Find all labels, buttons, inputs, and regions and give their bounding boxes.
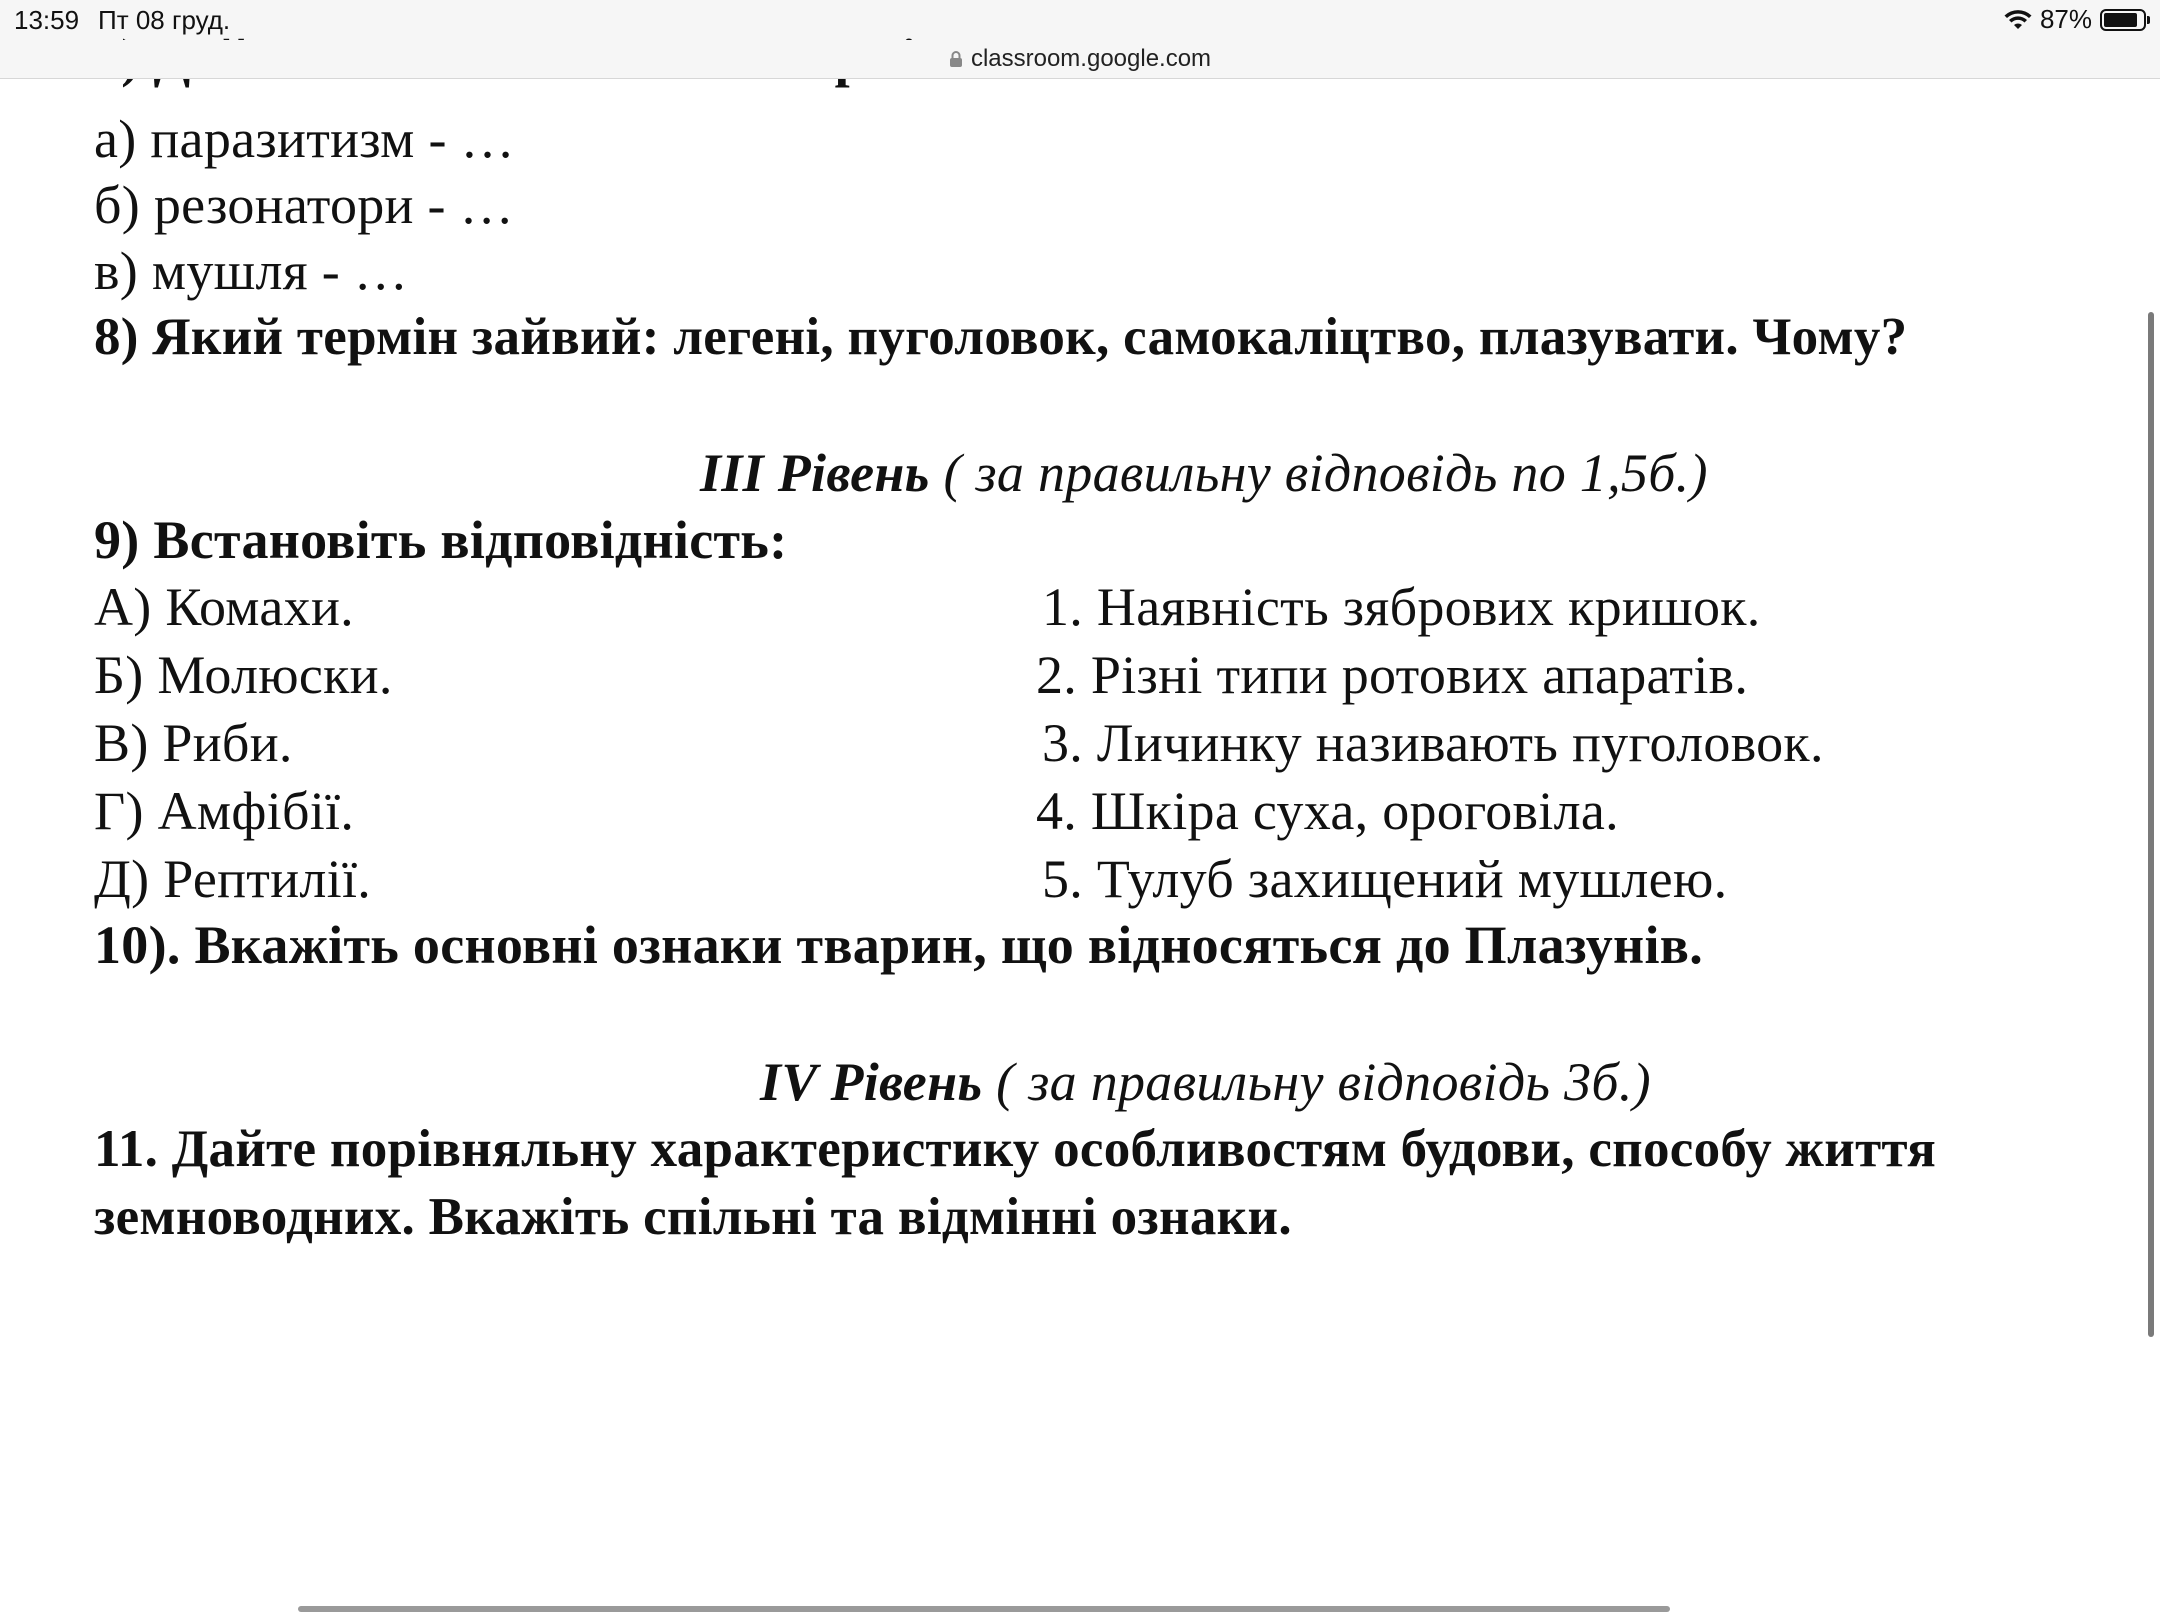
lock-icon [949,50,963,68]
status-date: Пт 08 груд. [98,5,231,35]
match-right-item: 5. Тулуб захищений мушлею. [1042,849,1728,909]
definition-item: в) мушля - … [94,241,409,301]
status-time: 13:59 [14,5,80,35]
question-10: 10). Вкажіть основні ознаки тварин, що відносяться до Плазунів. [94,915,1704,975]
match-right-item: 2. Різні типи ротових апаратів. [1036,645,1749,705]
question-8: 8) Який термін зайвий: легені, пуголовок, самокаліцтво, плазувати. Чому? [94,308,1908,366]
level-3-heading [700,441,1708,505]
question-9-title: 9) Встановіть відповідність: [94,510,788,570]
definition-item: а) паразитизм - … [94,109,515,169]
question-11-line-2: земноводних. Вкажіть спільні та відмінні ознаки. [94,1188,1292,1246]
address-bar[interactable] [0,40,2160,79]
match-right-item: 1. Наявність зябрових кришок. [1042,577,1761,637]
definition-item: б) резонатори - … [94,175,514,235]
level-3-label: ІІІ Рівень [700,443,930,503]
match-right-item: 4. Шкіра суха, ороговіла. [1036,781,1619,841]
match-left-item: Б) Молюски. [94,645,393,705]
level-4-heading [760,1050,1651,1114]
match-right-item: 3. Личинку називають пуголовок. [1042,713,1824,773]
match-left-item: Д) Рептилії. [94,849,372,909]
question-11-line-1: 11. Дайте порівняльну характеристику особливостям будови, способу життя [94,1120,1937,1178]
level-4-note: ( за правильну відповідь 3б.) [982,1052,1651,1112]
battery-percent: 87% [2039,4,2092,34]
match-left-item: Г) Амфібії. [94,781,355,841]
level-4-label: IV Рівень [760,1052,983,1112]
url-text[interactable]: classroom.google.com [970,45,1212,72]
match-left-item: В) Риби. [94,713,293,773]
level-3-note: ( за правильну відповідь по 1,5б.) [929,443,1708,503]
match-left-item: А) Комахи. [94,577,354,637]
vertical-scrollbar[interactable] [2148,312,2154,1337]
